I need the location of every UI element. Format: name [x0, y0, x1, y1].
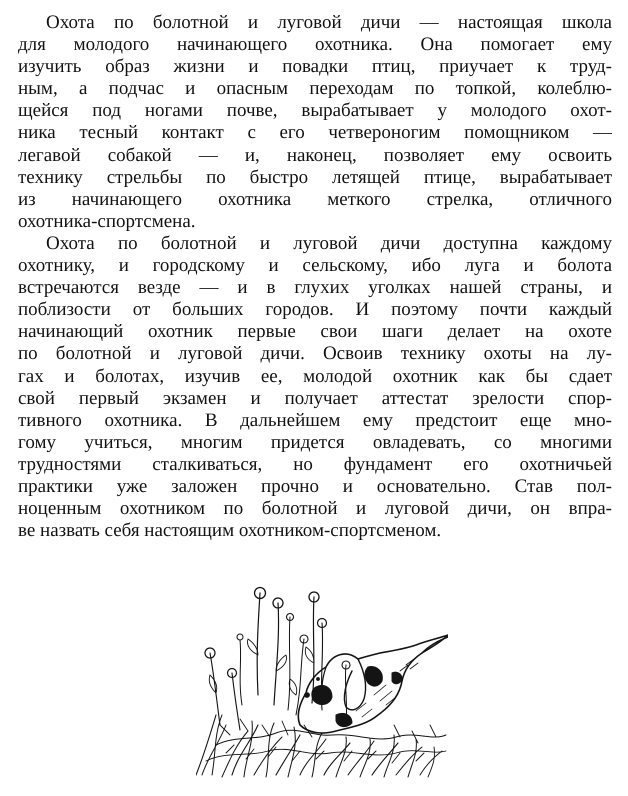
text-line: охотника-спортсмена.	[18, 210, 196, 232]
hunting-dog-illustration	[196, 575, 448, 780]
paragraph-2	[18, 233, 612, 542]
text-line: тивного охотника. В дальнейшем ему предстоит еще мно-	[18, 409, 612, 431]
text-line: легавой собакой — и, наконец, позволяет ему освоить	[18, 144, 612, 166]
text-line: для молодого начинающего охотника. Она помогает ему	[18, 34, 612, 56]
text-line: технику стрельбы по быстро летящей птице, вырабатывает	[18, 166, 612, 188]
text-line: Охота по болотной и луговой дичи — настоящая школа	[46, 12, 612, 33]
text-line: начинающий охотник первые свои шаги делает на охоте	[18, 321, 612, 343]
text-line: из начинающего охотника меткого стрелка, отличного	[18, 188, 612, 210]
text-line: Охота по болотной и луговой дичи доступна каждому	[46, 232, 612, 254]
text-line: щейся под ногами почве, вырабатывает у молодого охот-	[18, 100, 612, 122]
text-line: по болотной и луговой дичи. Освоив технику охоты на лу-	[18, 343, 612, 365]
text-line: ным, а подчас и опасным переходам по топкой, колеблю-	[18, 78, 612, 100]
text-line: ве назвать себя настоящим охотником-спортсменом.	[18, 520, 442, 542]
text-line: изучить образ жизни и повадки птиц, приучает к труд-	[18, 56, 612, 78]
text-line: гому учиться, многим придется овладевать, со многими	[18, 431, 612, 453]
text-body	[18, 12, 612, 542]
text-line: охотнику, и городскому и сельскому, ибо луга и болота	[18, 255, 612, 277]
text-line: гах и болотах, изучив ее, молодой охотник как бы сдает	[18, 365, 612, 387]
text-line: свой первый экзамен и получает аттестат зрелости спор-	[18, 387, 612, 409]
paragraph-1	[18, 12, 612, 233]
text-line: ника тесный контакт с его четвероногим помощником —	[18, 122, 612, 144]
text-line: встречаются везде — и в глухих уголках нашей страны, и	[18, 277, 612, 299]
text-line: ноценным охотником по болотной и луговой дичи, он впра-	[18, 498, 612, 520]
text-line: практики уже заложен прочно и основательно. Став пол-	[18, 475, 612, 497]
text-line: трудностями сталкиваться, но фундамент его охотничьей	[18, 453, 612, 475]
dog-in-grass-drawing	[196, 575, 448, 780]
text-line: поблизости от больших городов. И поэтому почти каждый	[18, 299, 612, 321]
